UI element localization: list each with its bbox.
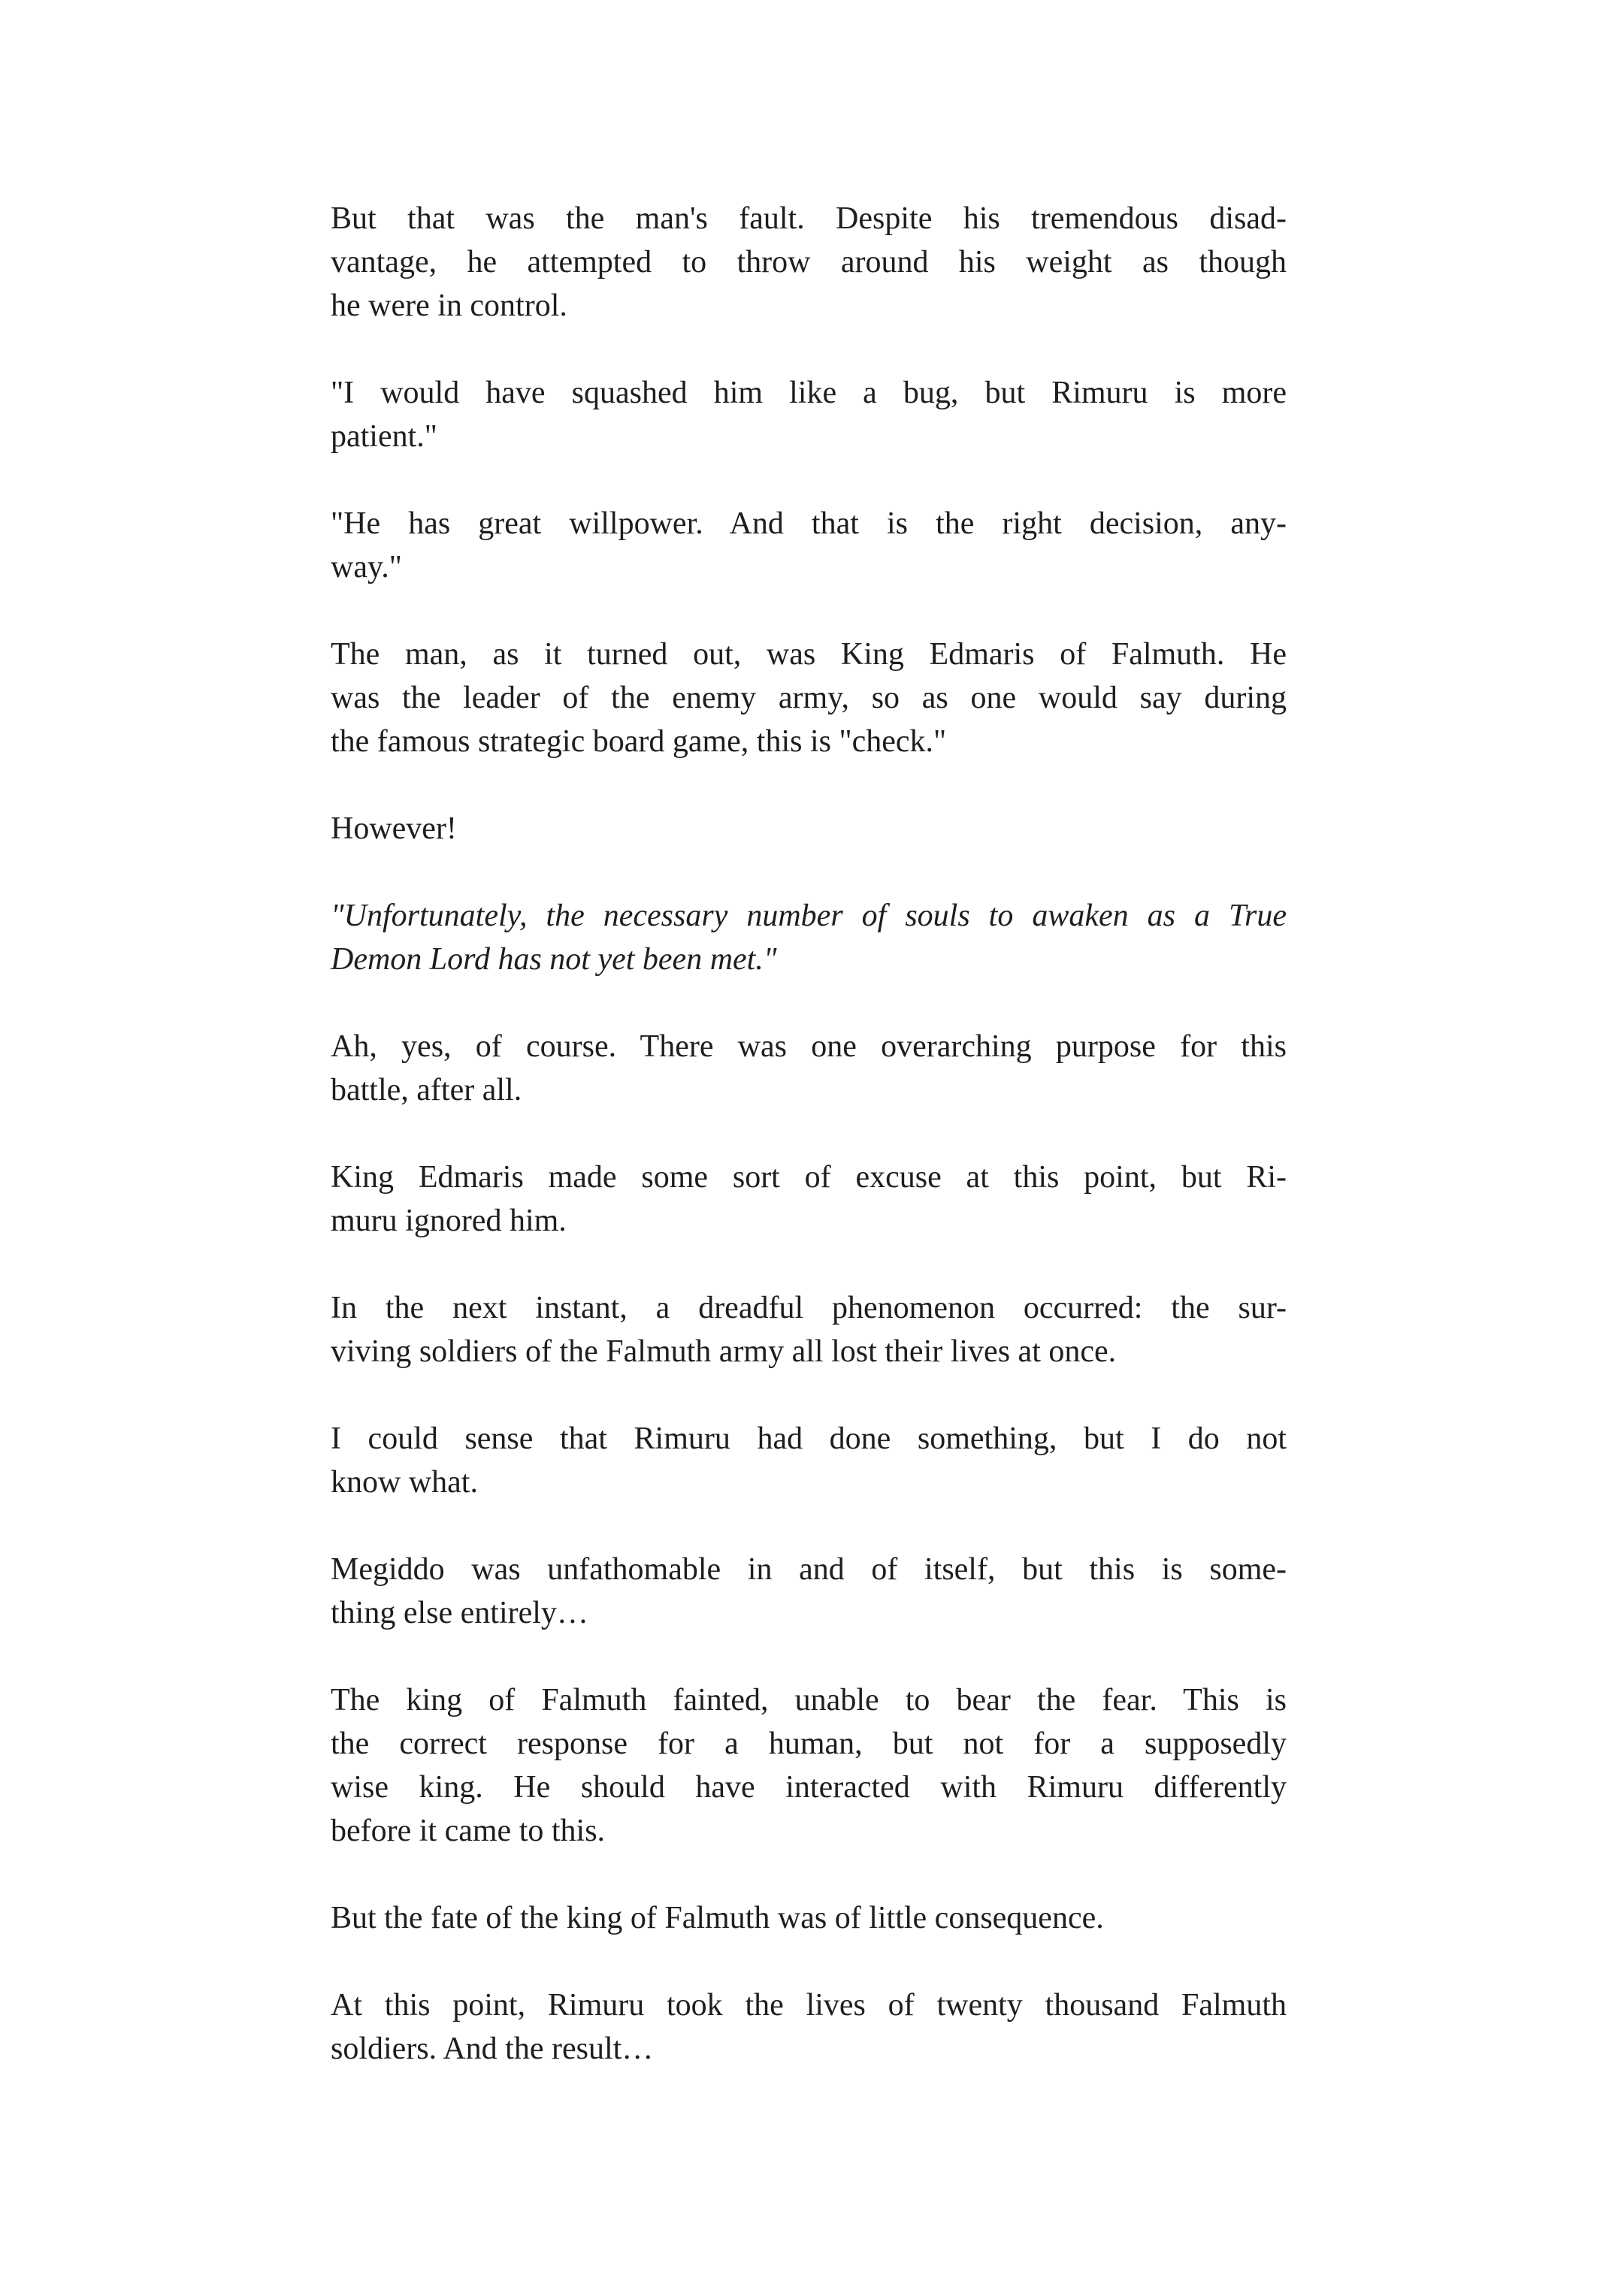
text-line: Megiddo was unfathomable in and of itself, but this is some- xyxy=(331,1552,1287,1587)
text-line: I could sense that Rimuru had done something, but I do not xyxy=(331,1421,1287,1456)
text-line: battle, after all. xyxy=(331,1073,522,1107)
text-block xyxy=(331,197,1287,2071)
paragraph xyxy=(331,1417,1287,1504)
paragraph xyxy=(331,197,1287,328)
paragraph xyxy=(331,1156,1287,1243)
paragraph xyxy=(331,807,1287,850)
text-line: the famous strategic board game, this is "check." xyxy=(331,724,947,759)
text-line: patient." xyxy=(331,419,437,454)
text-line: In the next instant, a dreadful phenomenon occurred: the sur- xyxy=(331,1291,1287,1325)
text-line: the correct response for a human, but not for a supposedly xyxy=(331,1727,1287,1761)
text-line: But that was the man's fault. Despite his tremendous disad- xyxy=(331,201,1287,236)
paragraph xyxy=(331,1983,1287,2071)
text-line: "I would have squashed him like a bug, but Rimuru is more xyxy=(331,376,1287,410)
text-line: know what. xyxy=(331,1465,478,1500)
paragraph xyxy=(331,1286,1287,1373)
text-line: The king of Falmuth fainted, unable to bear the fear. This is xyxy=(331,1683,1287,1717)
text-line: King Edmaris made some sort of excuse at this point, but Ri- xyxy=(331,1160,1287,1195)
text-line: he were in control. xyxy=(331,289,567,323)
text-line: At this point, Rimuru took the lives of twenty thousand Falmuth xyxy=(331,1988,1287,2023)
text-line: way." xyxy=(331,550,402,585)
page xyxy=(331,197,1287,2114)
paragraph xyxy=(331,894,1287,981)
paragraph xyxy=(331,633,1287,763)
text-line: Demon Lord has not yet been met." xyxy=(331,942,777,977)
text-line: before it came to this. xyxy=(331,1814,606,1848)
text-line: wise king. He should have interacted with Rimuru differently xyxy=(331,1770,1287,1805)
text-line: viving soldiers of the Falmuth army all lost their lives at once. xyxy=(331,1334,1117,1369)
paragraph xyxy=(331,1896,1287,1940)
text-line: "Unfortunately, the necessary number of souls to awaken as a True xyxy=(331,899,1287,933)
paragraph xyxy=(331,1548,1287,1635)
text-line: "He has great willpower. And that is the right decision, any- xyxy=(331,506,1287,541)
paragraph xyxy=(331,1678,1287,1853)
text-line: vantage, he attempted to throw around his weight as though xyxy=(331,245,1287,279)
text-line: was the leader of the enemy army, so as one would say during xyxy=(331,681,1287,715)
paragraph xyxy=(331,1025,1287,1112)
text-line: thing else entirely… xyxy=(331,1596,588,1630)
paragraph xyxy=(331,502,1287,589)
text-line: muru ignored him. xyxy=(331,1204,567,1238)
text-line: However! xyxy=(331,811,457,846)
paragraph xyxy=(331,371,1287,458)
text-line: soldiers. And the result… xyxy=(331,2032,654,2066)
text-line: But the fate of the king of Falmuth was of little consequence. xyxy=(331,1901,1104,1935)
text-line: The man, as it turned out, was King Edmaris of Falmuth. He xyxy=(331,637,1287,672)
text-line: Ah, yes, of course. There was one overarching purpose for this xyxy=(331,1029,1287,1064)
